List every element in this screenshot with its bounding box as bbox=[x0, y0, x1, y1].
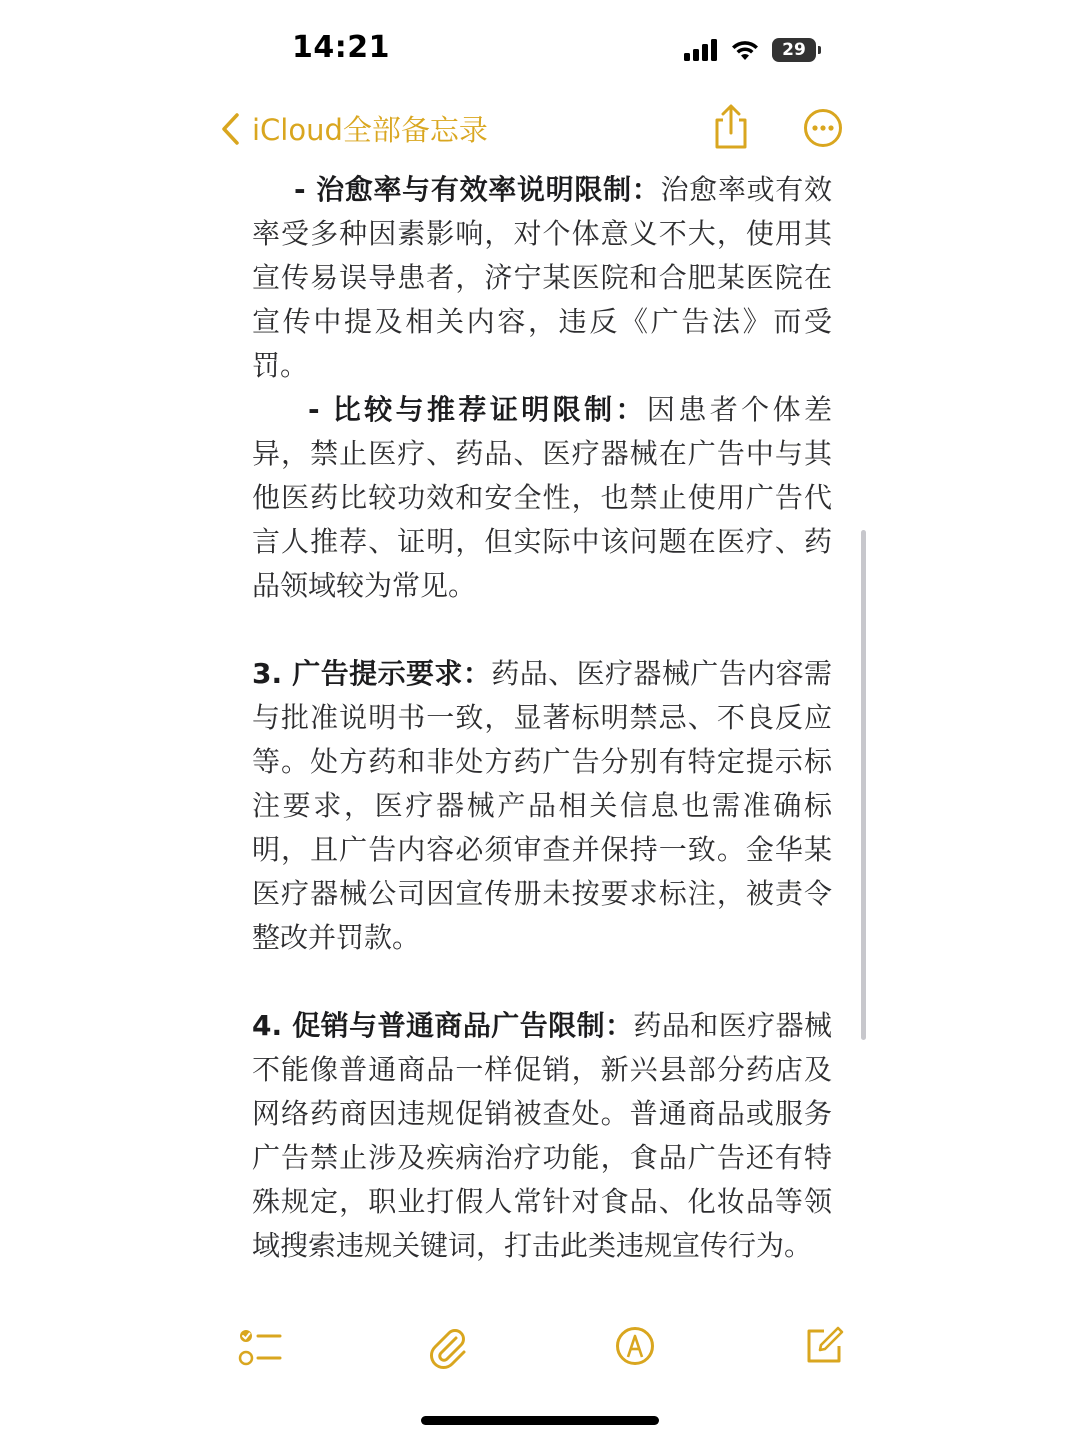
markup-icon bbox=[615, 1326, 655, 1366]
note-body[interactable] bbox=[252, 168, 832, 1268]
cellular-signal-icon bbox=[684, 39, 718, 61]
share-icon bbox=[710, 104, 752, 150]
status-icons bbox=[684, 36, 816, 64]
back-chevron-icon bbox=[220, 112, 240, 146]
note-paragraph-heading: - 治愈率与有效率说明限制： bbox=[294, 173, 661, 206]
compose-icon bbox=[804, 1326, 844, 1366]
attachment-icon bbox=[428, 1326, 468, 1370]
bottom-toolbar bbox=[0, 1320, 1080, 1380]
checklist-icon bbox=[238, 1326, 282, 1368]
note-paragraph-text: 药品、医疗器械广告内容需与批准说明书一致，显著标明禁忌、不良反应等。处方药和非处方药广告分别有特定提示标注要求，医疗器械产品相关信息也需准确标明，且广告内容必须审查并保持一致。金华某医疗器械公司因宣传册未按要求标注，被责令整改并罚款。 bbox=[252, 657, 832, 954]
note-paragraph bbox=[252, 652, 832, 960]
note-paragraph bbox=[252, 168, 832, 388]
note-paragraph-text: 因患者个体差异，禁止医疗、药品、医疗器械在广告中与其他医药比较功效和安全性，也禁止使用广告代言人推荐、证明，但实际中该问题在医疗、药品领域较为常见。 bbox=[252, 393, 832, 602]
share-button[interactable] bbox=[710, 104, 752, 154]
more-button[interactable] bbox=[803, 108, 843, 152]
back-button[interactable] bbox=[220, 108, 488, 149]
scroll-indicator[interactable] bbox=[861, 530, 866, 1040]
note-paragraph-heading: 3. 广告提示要求： bbox=[252, 657, 492, 690]
wifi-icon bbox=[730, 39, 760, 61]
markup-button[interactable] bbox=[615, 1326, 655, 1370]
attachment-button[interactable] bbox=[428, 1326, 468, 1374]
note-paragraph-heading: - 比较与推荐证明限制： bbox=[308, 393, 647, 426]
note-paragraph bbox=[252, 388, 832, 608]
status-time: 14:21 bbox=[292, 30, 390, 65]
note-paragraph-text: 治愈率或有效率受多种因素影响，对个体意义不大，使用其宣传易误导患者，济宁某医院和合肥某医院在宣传中提及相关内容，违反《广告法》而受罚。 bbox=[252, 173, 832, 382]
home-indicator[interactable] bbox=[421, 1416, 659, 1425]
status-bar bbox=[0, 0, 1080, 100]
more-icon bbox=[803, 108, 843, 148]
back-button-label: iCloud全部备忘录 bbox=[252, 113, 488, 147]
compose-button[interactable] bbox=[804, 1326, 844, 1370]
note-paragraph-text: 药品和医疗器械不能像普通商品一样促销，新兴县部分药店及网络药商因违规促销被查处。普通商品或服务广告禁止涉及疾病治疗功能，食品广告还有特殊规定，职业打假人常针对食品、化妆品等领域搜索违规关键词，打击此类违规宣传行为。 bbox=[252, 1009, 832, 1262]
note-paragraph bbox=[252, 1004, 832, 1268]
blank-line bbox=[252, 960, 832, 1004]
checklist-button[interactable] bbox=[238, 1326, 282, 1372]
battery-indicator: 29 bbox=[772, 38, 816, 62]
blank-line bbox=[252, 608, 832, 652]
nav-bar bbox=[0, 100, 1080, 160]
note-paragraph-heading: 4. 促销与普通商品广告限制： bbox=[252, 1009, 634, 1042]
